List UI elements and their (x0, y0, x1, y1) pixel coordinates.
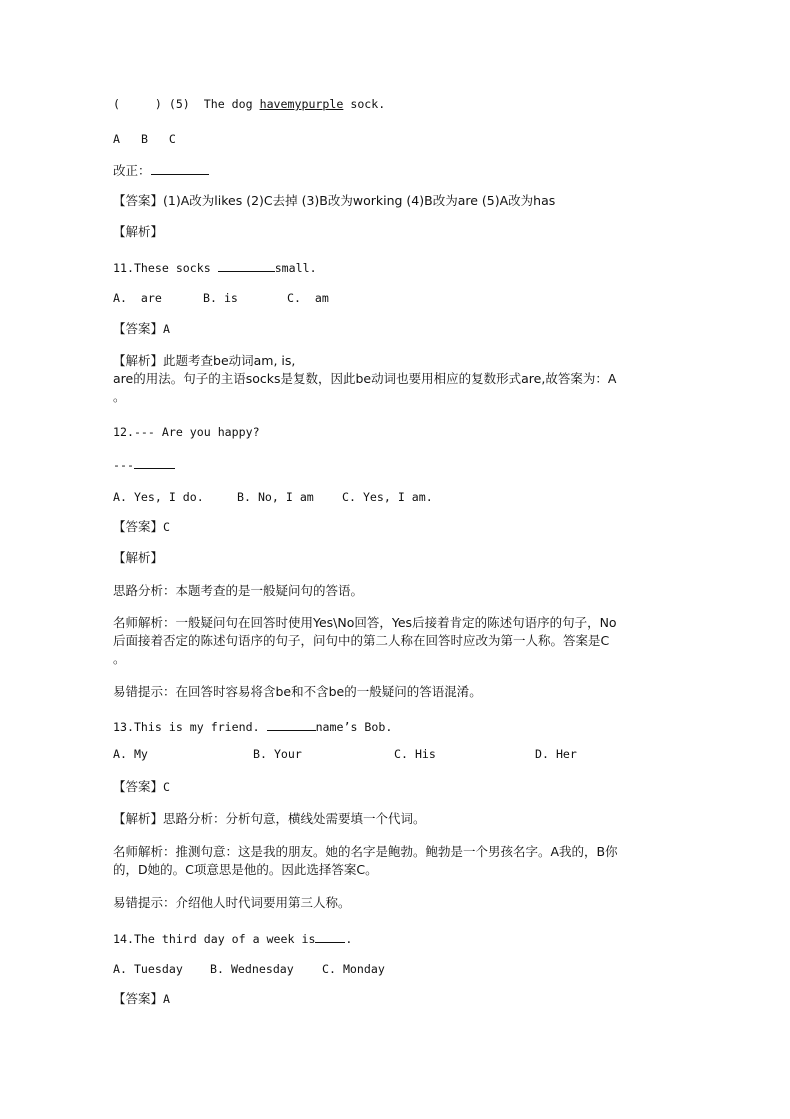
underlined-phrase: havemypurple (259, 97, 344, 111)
q10-options (113, 132, 176, 146)
option: A. are (113, 291, 162, 305)
correction-blank (151, 163, 209, 175)
q12-teacher-line3: 。 (113, 651, 126, 666)
q11-options (113, 291, 329, 305)
q11-analysis: 【解析】此题考查be动词am, is, (113, 353, 296, 368)
option: B. Your (253, 747, 302, 761)
q14-answer: 【答案】A (113, 991, 170, 1006)
option: C. His (394, 747, 436, 761)
q12-teacher-line1: 名师解析：一般疑问句在回答时使用Yes\No回答，Yes后接着肯定的陈述句语序的句子，No (113, 615, 617, 630)
answer-label: 【答案】 (113, 991, 164, 1006)
analysis-label: 【解析】 (113, 353, 164, 368)
q12-answer: 【答案】C (113, 519, 170, 534)
option: C. Monday (322, 962, 385, 976)
q10-item5-line: ( ) (5) The dog havemypurple sock. (113, 97, 386, 111)
q13-options (113, 747, 577, 761)
q11-stem: 11.These socks small. (113, 261, 317, 275)
q13-tip: 易错提示：介绍他人时代词要用第三人称。 (113, 895, 351, 910)
q11-analysis-line3: 。 (113, 389, 126, 404)
q10-correction: 改正： (113, 163, 209, 178)
option: B. is (203, 291, 238, 305)
q12-tip: 易错提示：在回答时容易将含be和不含be的一般疑问的答语混淆。 (113, 684, 482, 699)
option: C. Yes, I am. (342, 490, 433, 504)
q12-reply: --- (113, 457, 175, 472)
q14-options (113, 962, 385, 976)
q14-stem: 14.The third day of a week is . (113, 932, 353, 946)
q13-teacher-line2: 的，D她的。C项意思是他的。因此选择答案C。 (113, 862, 378, 877)
q13-teacher-line1: 名师解析：推测句意：这是我的朋友。她的名字是鲍勃。鲍勃是一个男孩名字。A我的，B你 (113, 844, 618, 859)
answer-blank (315, 931, 345, 943)
option: B (140, 132, 148, 146)
option: A. Tuesday (113, 962, 183, 976)
answer-label: 【答案】 (113, 779, 164, 794)
option: A. Yes, I do. (113, 490, 204, 504)
answer-label: 【答案】 (113, 193, 164, 208)
option: B. No, I am (237, 490, 314, 504)
option: A. My (113, 747, 148, 761)
q12-thinking: 思路分析：本题考查的是一般疑问句的答语。 (113, 583, 364, 598)
answer-blank (218, 260, 275, 272)
option: C. am (287, 291, 329, 305)
option: C (168, 132, 176, 146)
q12-teacher-line2: 后面接着否定的陈述句语序的句子，问句中的第二人称在回答时应改为第一人称。答案是C (113, 633, 610, 648)
answer-blank (267, 719, 316, 731)
analysis-label: 【解析】 (113, 811, 164, 826)
q10-analysis-label: 【解析】 (113, 224, 164, 239)
answer-blank (134, 457, 175, 469)
q11-analysis-line2: are的用法。句子的主语socks是复数，因此be动词也要用相应的复数形式are,故答案为：A (113, 371, 617, 386)
option: B. Wednesday (210, 962, 294, 976)
q12-options (113, 490, 433, 504)
q12-stem: 12.--- Are you happy? (113, 425, 260, 439)
q13-stem: 13.This is my friend. name’s Bob. (113, 720, 393, 734)
q13-analysis: 【解析】思路分析：分析句意，横线处需要填一个代词。 (113, 811, 426, 826)
answer-label: 【答案】 (113, 321, 164, 336)
q13-answer: 【答案】C (113, 779, 170, 794)
answer-label: 【答案】 (113, 519, 164, 534)
option: A (113, 132, 120, 146)
option: D. Her (535, 747, 577, 761)
q12-analysis-label: 【解析】 (113, 550, 164, 565)
q10-answer: 【答案】(1)A改为likes (2)C去掉 (3)B改为working (4)B改为are (5)A改为has (113, 193, 556, 208)
q11-answer: 【答案】A (113, 321, 170, 336)
